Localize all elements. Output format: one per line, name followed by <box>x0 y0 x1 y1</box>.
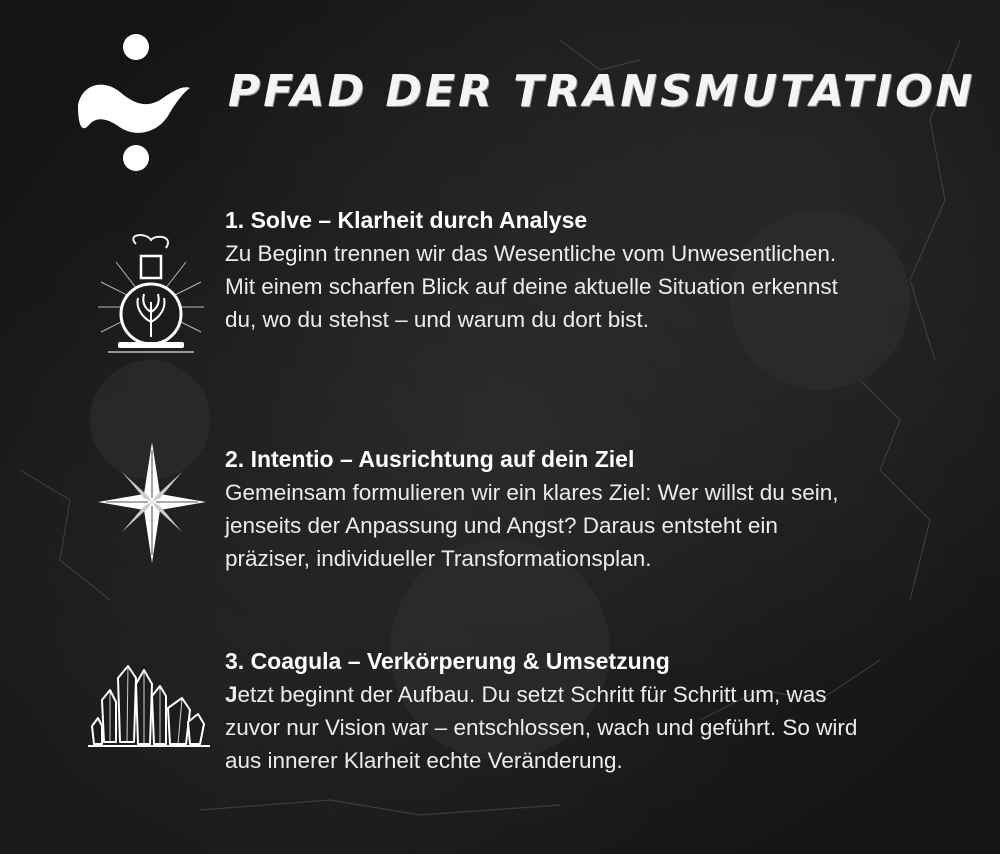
alchemy-flask-icon <box>96 232 206 357</box>
step-title: 1. Solve – Klarheit durch Analyse <box>225 207 588 233</box>
step-description: Gemeinsam formulieren wir ein klares Ziel: Wer willst du sein, jenseits der Anpassung und Angst? Daraus entsteht ein präziser, individueller Transformationsplan. <box>225 480 839 571</box>
compass-star-icon <box>96 440 208 565</box>
step-description <box>225 678 865 777</box>
step-intentio <box>225 443 865 575</box>
step-description: Zu Beginn trennen wir das Wesentliche vom Unwesentlichen. Mit einem scharfen Blick auf deine aktuelle Situation erkennst du, wo du stehst – und warum du dort bist. <box>225 241 838 332</box>
step-description-rest: etzt beginnt der Aufbau. Du setzt Schritt für Schritt um, was zuvor nur Vision war – entschlossen, wach und geführt. So wird aus innerer Klarheit echte Veränderung. <box>225 682 858 773</box>
step-solve <box>225 204 865 336</box>
page-title: PFAD DER TRANSMUTATION <box>228 66 976 117</box>
step-title: 3. Coagula – Verkörperung & Umsetzung <box>225 648 670 674</box>
divide-wave-logo-icon <box>72 30 192 175</box>
step-title: 2. Intentio – Ausrichtung auf dein Ziel <box>225 446 635 472</box>
crystal-cluster-icon <box>88 660 210 750</box>
step-description-lead: J <box>225 682 238 707</box>
step-coagula <box>225 645 865 777</box>
